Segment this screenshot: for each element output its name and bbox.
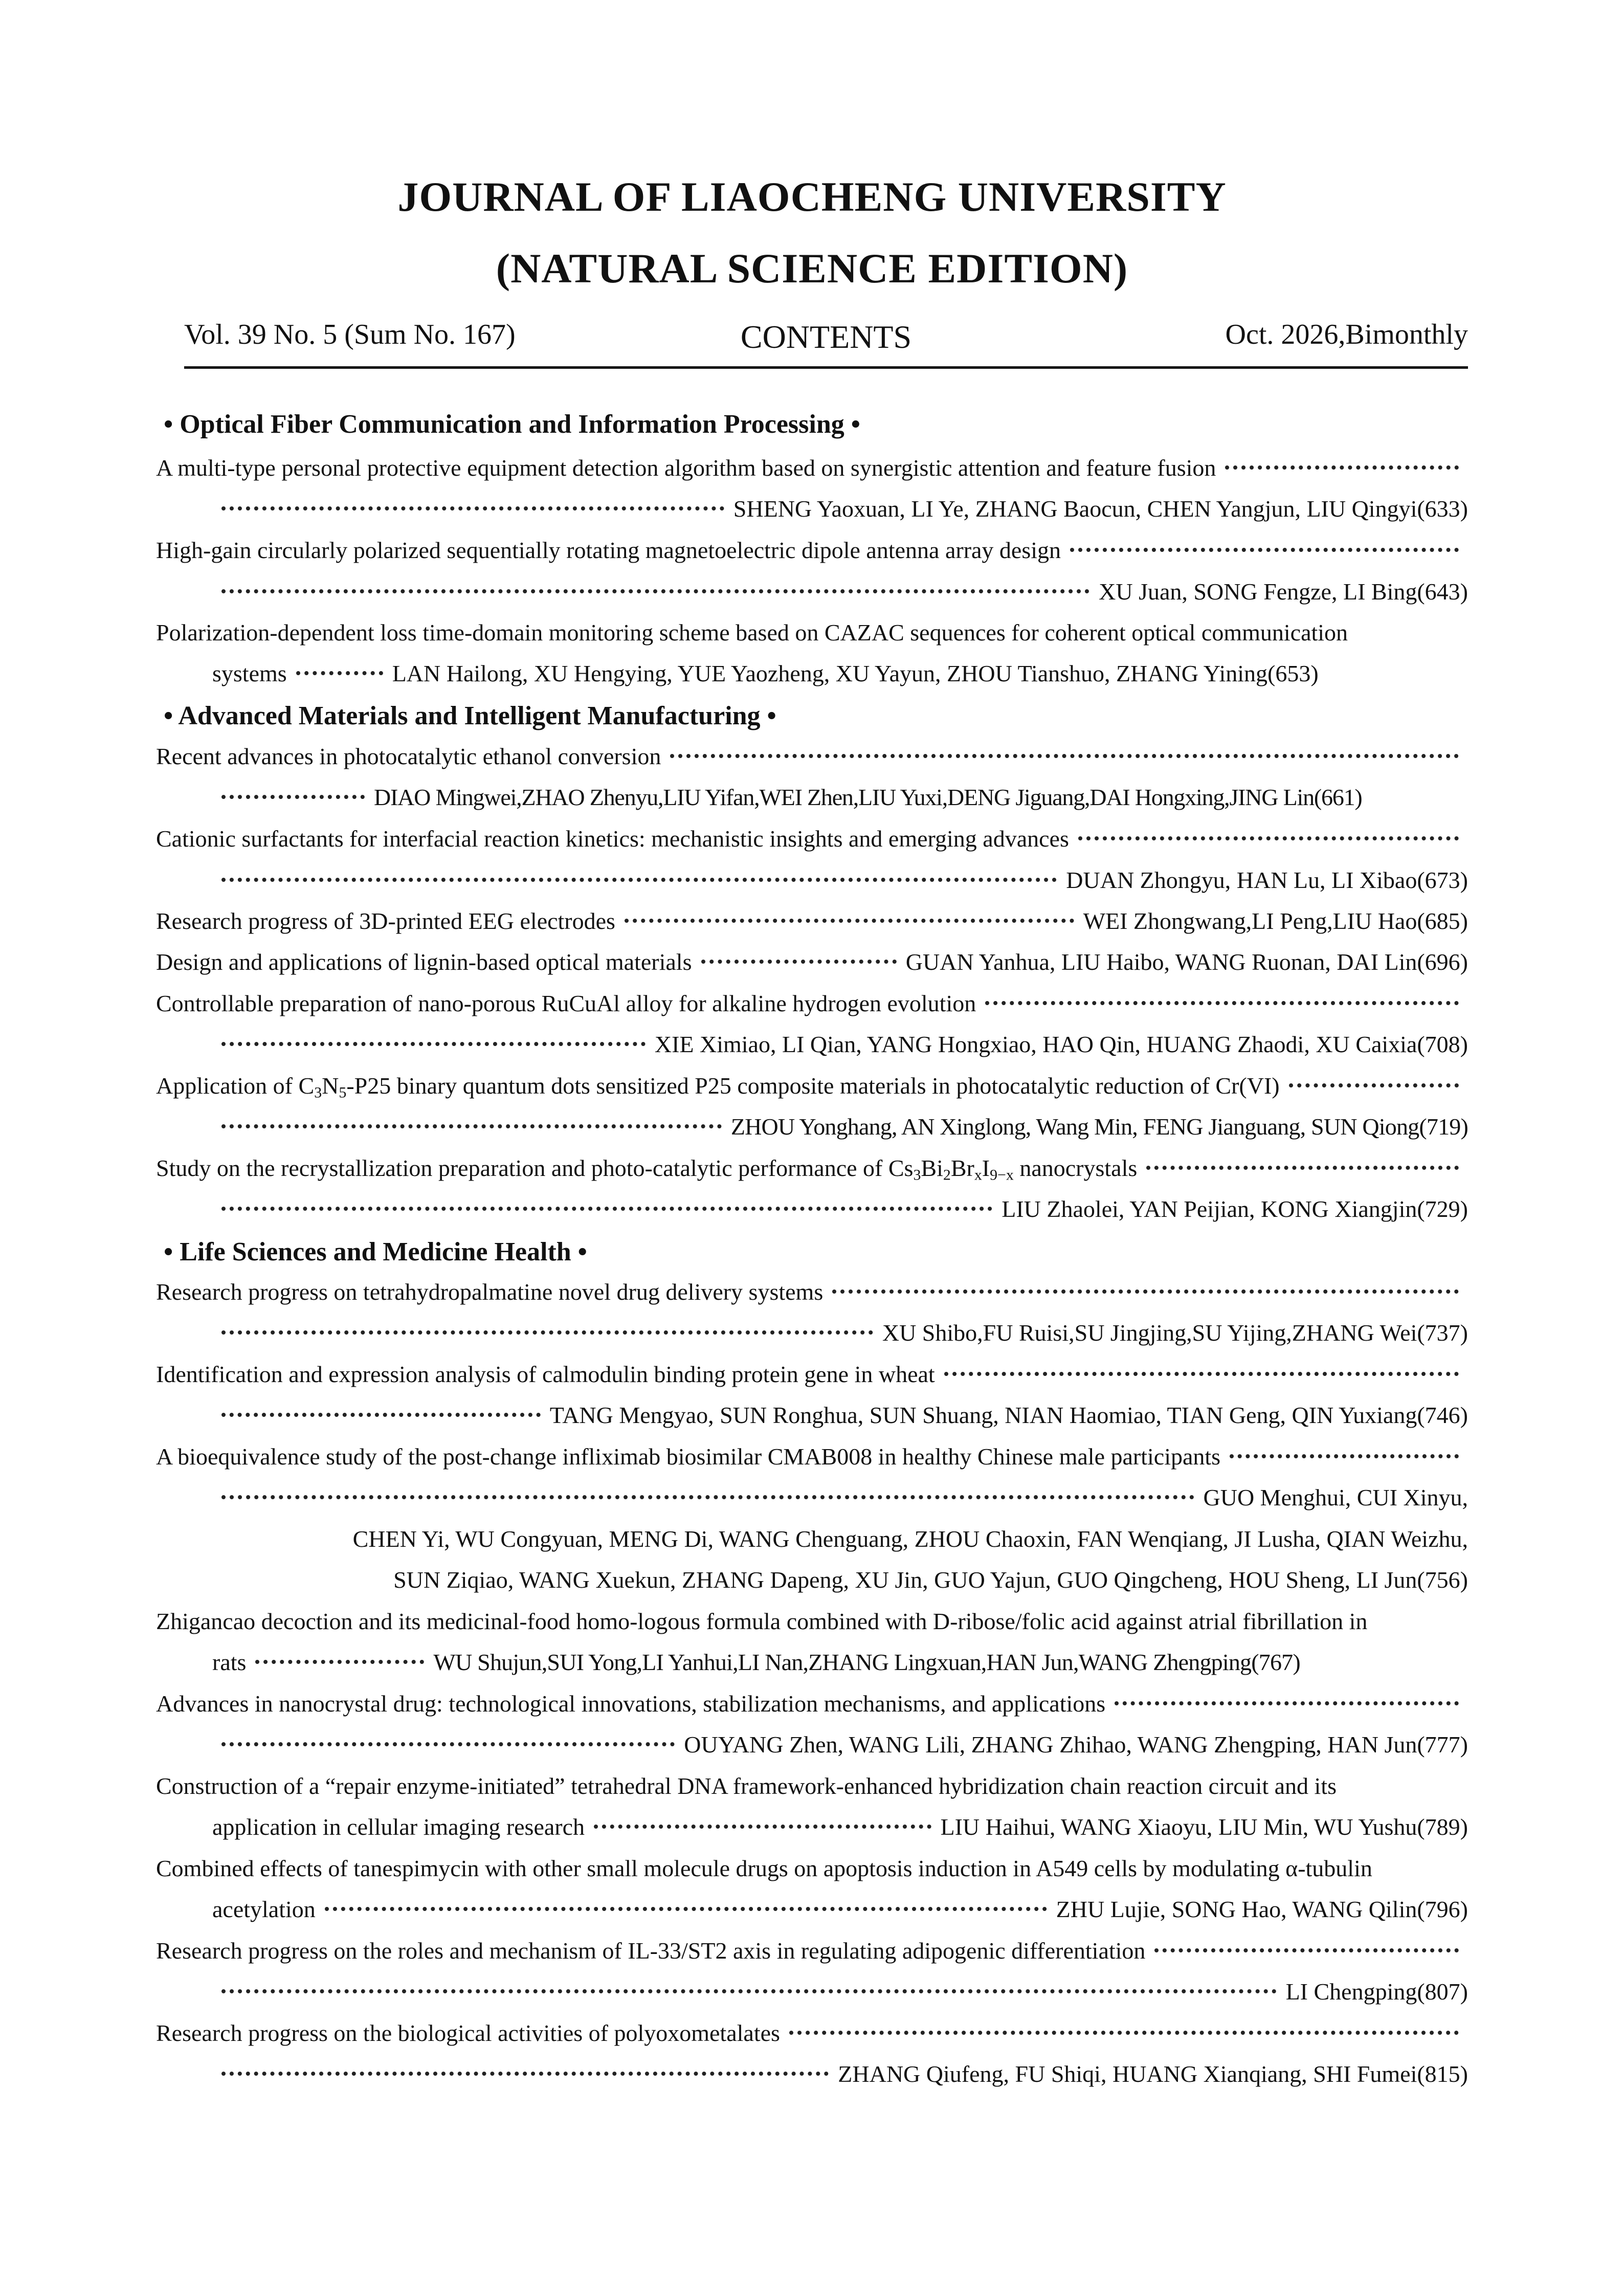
article-authors: DIAO Mingwei,ZHAO Zhenyu,LIU Yifan,WEI Zhen,LIU Yuxi,DENG Jiguang,DAI Hongxing,JING Lin(661) — [374, 784, 1362, 810]
article-author-line — [156, 1402, 1468, 1437]
article-title-line[interactable] — [156, 1361, 1468, 1396]
article-title-line[interactable] — [156, 743, 1468, 779]
article-author-line — [156, 1484, 1468, 1520]
dot-leader — [1154, 1948, 1459, 1952]
article-author-line — [156, 1896, 1468, 1931]
article-author-line — [156, 866, 1468, 902]
section-heading: • Life Sciences and Medicine Health • — [164, 1237, 587, 1266]
article-title: Design and applications of lignin-based optical materials — [156, 949, 692, 975]
dot-leader — [221, 878, 1057, 882]
article-authors: OUYANG Zhen, WANG Lili, ZHANG Zhihao, WANG Zhengping, HAN Jun(777) — [684, 1731, 1468, 1758]
article-title-continued: acetylation — [212, 1896, 316, 1922]
article-authors: SUN Ziqiao, WANG Xuekun, ZHANG Dapeng, XU Jin, GUO Yajun, GUO Qingcheng, HOU Sheng, LI Jun(756) — [393, 1567, 1468, 1593]
dot-leader — [221, 1495, 1194, 1499]
article-title-line[interactable] — [156, 1772, 1468, 1808]
dot-leader — [832, 1290, 1459, 1294]
article-author-line — [156, 1649, 1468, 1684]
dot-leader — [221, 1207, 992, 1211]
dot-leader — [221, 1124, 722, 1128]
dot-leader — [1289, 1083, 1459, 1087]
dot-leader — [221, 1413, 541, 1417]
dot-leader — [221, 506, 724, 510]
article-authors: XIE Ximiao, LI Qian, YANG Hongxiao, HAO Qin, HUANG Zhaodi, XU Caixia(708) — [654, 1031, 1468, 1057]
journal-edition: (NATURAL SCIENCE EDITION) — [496, 245, 1128, 292]
article-title: Combined effects of tanespimycin with other small molecule drugs on apoptosis induction in A549 cells by modulating α-tubulin — [156, 1855, 1372, 1881]
article-author-line — [156, 1319, 1468, 1355]
article-authors: TANG Mengyao, SUN Ronghua, SUN Shuang, NIAN Haomiao, TIAN Geng, QIN Yuxiang(746) — [549, 1402, 1468, 1428]
article-authors: LAN Hailong, XU Hengying, YUE Yaozheng, XU Yayun, ZHOU Tianshuo, ZHANG Yining(653) — [392, 660, 1319, 686]
article-title: Cationic surfactants for interfacial reaction kinetics: mechanistic insights and emerging advances — [156, 826, 1069, 852]
article-title-continued: rats — [212, 1649, 247, 1675]
article-title-line[interactable] — [156, 1937, 1468, 1973]
article-author-line — [156, 1731, 1468, 1767]
dot-leader — [221, 2072, 829, 2076]
article-title: Research progress on the roles and mechanism of IL-33/ST2 axis in regulating adipogenic differentiation — [156, 1938, 1146, 1964]
article-author-line — [156, 578, 1468, 614]
volume-info: Vol. 39 No. 5 (Sum No. 167) — [184, 319, 516, 350]
article-author-line — [156, 1525, 1468, 1561]
article-title-line[interactable] — [156, 2019, 1468, 2055]
article-author-line — [156, 2060, 1468, 2096]
dot-leader — [221, 1989, 1277, 1993]
dot-leader — [594, 1825, 931, 1829]
article-author-line — [156, 1566, 1468, 1602]
article-title-line[interactable] — [156, 948, 1468, 984]
article-author-line — [156, 495, 1468, 531]
article-title-line[interactable] — [156, 1154, 1468, 1190]
article-title-line[interactable] — [156, 907, 1468, 943]
article-authors: GUO Menghui, CUI Xinyu, — [1203, 1484, 1468, 1510]
article-title-line[interactable] — [156, 1608, 1468, 1643]
article-authors: WEI Zhongwang,LI Peng,LIU Hao(685) — [1083, 908, 1468, 934]
article-author-line — [156, 1031, 1468, 1066]
article-authors: LI Chengping(807) — [1285, 1979, 1468, 2005]
dot-leader — [325, 1907, 1047, 1911]
article-title: Identification and expression analysis of calmodulin binding protein gene in wheat — [156, 1361, 935, 1387]
dot-leader — [789, 2031, 1459, 2035]
article-authors: LIU Zhaolei, YAN Peijian, KONG Xiangjin(729) — [1002, 1196, 1468, 1222]
article-authors: GUAN Yanhua, LIU Haibo, WANG Ruonan, DAI Lin(696) — [905, 949, 1468, 975]
dot-leader — [221, 1042, 646, 1046]
dot-leader — [1146, 1166, 1459, 1170]
dot-leader — [625, 919, 1074, 923]
dot-leader — [985, 1001, 1459, 1005]
article-title-continued: application in cellular imaging research — [212, 1814, 585, 1840]
article-authors: ZHANG Qiufeng, FU Shiqi, HUANG Xianqiang, SHI Fumei(815) — [838, 2061, 1468, 2087]
article-title-line[interactable] — [156, 1690, 1468, 1726]
journal-title: JOURNAL OF LIAOCHENG UNIVERSITY — [397, 173, 1227, 220]
dot-leader — [221, 1330, 873, 1335]
dot-leader — [701, 960, 897, 964]
article-authors: ZHU Lujie, SONG Hao, WANG Qilin(796) — [1056, 1896, 1468, 1922]
article-title-line[interactable] — [156, 825, 1468, 861]
article-author-line — [156, 1813, 1468, 1849]
article-title-line[interactable] — [156, 537, 1468, 572]
section-heading: • Advanced Materials and Intelligent Manufacturing • — [164, 701, 776, 730]
article-authors: SHENG Yaoxuan, LI Ye, ZHANG Baocun, CHEN Yangjun, LIU Qingyi(633) — [733, 496, 1468, 522]
article-title: Controllable preparation of nano-porous RuCuAl alloy for alkaline hydrogen evolution — [156, 990, 976, 1016]
article-author-line — [156, 660, 1468, 696]
article-authors: CHEN Yi, WU Congyuan, MENG Di, WANG Chenguang, ZHOU Chaoxin, FAN Wenqiang, JI Lusha, QIAN Weizhu, — [352, 1526, 1468, 1552]
article-title: A multi-type personal protective equipment detection algorithm based on synergistic attention and feature fusion — [156, 455, 1216, 481]
article-title-continued: systems — [212, 660, 287, 686]
article-author-line — [156, 1113, 1468, 1149]
article-author-line — [156, 784, 1468, 819]
article-title: Research progress on the biological activities of polyoxometalates — [156, 2020, 780, 2046]
article-authors: WU Shujun,SUI Yong,LI Yanhui,LI Nan,ZHANG Lingxuan,HAN Jun,WANG Zhengping(767) — [433, 1649, 1300, 1675]
article-author-line — [156, 1978, 1468, 2014]
article-title: Polarization-dependent loss time-domain monitoring scheme based on CAZAC sequences for coherent optical communication — [156, 619, 1348, 646]
article-title-line[interactable] — [156, 1443, 1468, 1479]
article-title: Construction of a “repair enzyme-initiated” tetrahedral DNA framework-enhanced hybridization chain reaction circuit and its — [156, 1773, 1337, 1799]
dot-leader — [221, 589, 1089, 593]
masthead — [184, 318, 1468, 359]
article-author-line — [156, 1195, 1468, 1231]
article-authors: XU Juan, SONG Fengze, LI Bing(643) — [1099, 579, 1468, 605]
dot-leader — [255, 1660, 424, 1664]
article-title: High-gain circularly polarized sequentially rotating magnetoelectric dipole antenna array design — [156, 537, 1061, 563]
article-title-line[interactable] — [156, 454, 1468, 490]
article-title: Research progress of 3D-printed EEG electrodes — [156, 908, 615, 934]
article-title: Study on the recrystallization preparation and photo-catalytic performance of $Cs_3Bi_2Br_xI_{9-x}$ nanocrystals — [156, 1155, 1138, 1184]
dot-leader — [944, 1372, 1459, 1376]
dot-leader — [221, 795, 365, 799]
dot-leader — [296, 671, 383, 675]
article-title: Application of $C_3N_5-P25$ binary quantum dots sensitized P25 composite materials in photocatalytic reduction of Cr(VI) — [156, 1073, 1280, 1101]
article-authors: XU Shibo,FU Ruisi,SU Jingjing,SU Yijing,ZHANG Wei(737) — [882, 1320, 1468, 1346]
article-title: Research progress on tetrahydropalmatine novel drug delivery systems — [156, 1279, 824, 1305]
article-title: A bioequivalence study of the post-change infliximab biosimilar CMAB008 in healthy Chinese male participants — [156, 1443, 1221, 1470]
dot-leader — [221, 1742, 675, 1746]
dot-leader — [1225, 465, 1459, 470]
dot-leader — [1070, 548, 1459, 552]
contents-heading: CONTENTS — [740, 319, 912, 355]
article-title-line[interactable] — [156, 1072, 1468, 1108]
article-title-line[interactable] — [156, 1278, 1468, 1314]
article-title: Advances in nanocrystal drug: technological innovations, stabilization mechanisms, and applications — [156, 1691, 1106, 1717]
article-title-line[interactable] — [156, 1855, 1468, 1891]
dot-leader — [670, 754, 1459, 758]
issue-date: Oct. 2026,Bimonthly — [1225, 319, 1468, 350]
header-rule — [184, 366, 1468, 369]
dot-leader — [1078, 836, 1459, 840]
article-authors: LIU Haihui, WANG Xiaoyu, LIU Min, WU Yushu(789) — [940, 1814, 1468, 1840]
section-heading: • Optical Fiber Communication and Information Processing • — [164, 410, 860, 439]
dot-leader — [1230, 1454, 1459, 1458]
article-title-line[interactable] — [156, 990, 1468, 1026]
article-title: Recent advances in photocatalytic ethanol conversion — [156, 743, 661, 769]
article-title-line[interactable] — [156, 619, 1468, 655]
article-title: Zhigancao decoction and its medicinal-food homo-logous formula combined with D-ribose/folic acid against atrial fibrillation in — [156, 1608, 1368, 1634]
dot-leader — [1115, 1701, 1459, 1705]
article-authors: DUAN Zhongyu, HAN Lu, LI Xibao(673) — [1066, 867, 1468, 893]
article-authors: ZHOU Yonghang, AN Xinglong, Wang Min, FENG Jianguang, SUN Qiong(719) — [730, 1114, 1468, 1140]
